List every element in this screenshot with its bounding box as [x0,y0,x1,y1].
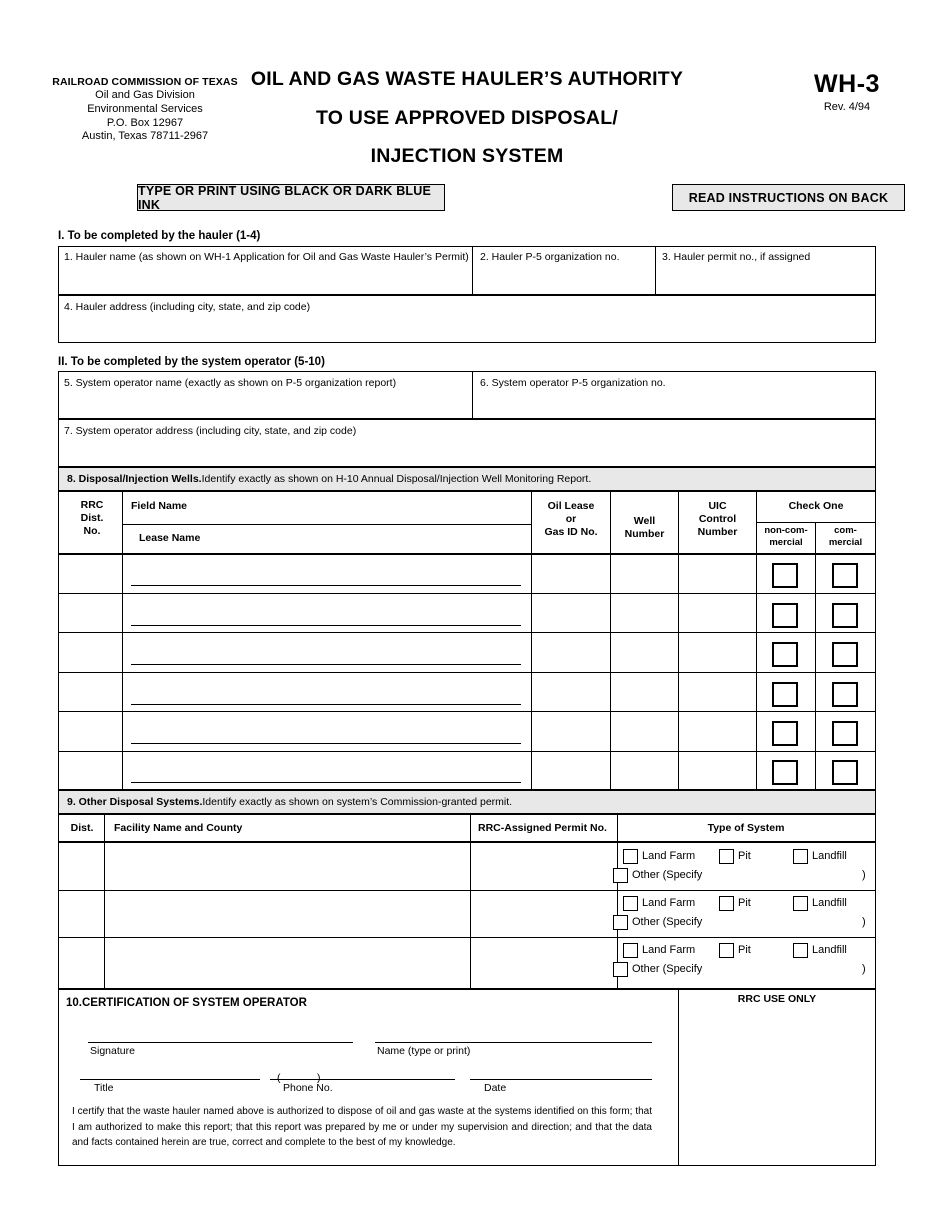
checkbox-land-farm-row-3[interactable] [623,943,638,958]
print-instruction-bar: TYPE OR PRINT USING BLACK OR DARK BLUE INK [137,184,445,211]
divider [678,989,679,1166]
form-revision: Rev. 4/94 [823,101,871,113]
phone-input[interactable] [270,1062,455,1078]
checkbox-commercial-row-2[interactable] [832,603,858,628]
section-10-heading: 10.CERTIFICATION OF SYSTEM OPERATOR [66,997,307,1009]
col-type-of-system: Type of System [707,822,785,834]
read-instructions-bar: READ INSTRUCTIONS ON BACK [672,184,905,211]
checkbox-commercial-row-4[interactable] [832,682,858,707]
title-input[interactable] [80,1058,260,1078]
checkbox-pit-row-3[interactable] [719,943,734,958]
checkbox-non-commercial-row-3[interactable] [772,642,798,667]
field-5-input[interactable] [59,390,471,418]
field-2-label: 2. Hauler P-5 organization no. [480,251,620,263]
section-9-heading-bold: 9. Other Disposal Systems. [67,796,203,808]
field-5-label: 5. System operator name (exactly as shown on P-5 organization report) [64,377,397,389]
field-4-label: 4. Hauler address (including city, state, and zip code) [64,301,311,313]
label-other-row-3: Other (Specify [632,963,703,975]
col-field-name: Field Name [131,500,188,512]
label-land-farm-row-3: Land Farm [642,944,696,956]
title-rule [80,1079,260,1080]
certification-text: I certify that the waste hauler named above is authorized to dispose of oil and gas waste at the systems identified on this form; that I am authorized to make this report; that this report was prepared by me or under my supervision and direction; and that the data and facts contained herein are true, correct and complete to the best of my knowledge. [72,1106,652,1148]
checkbox-land-farm-row-1[interactable] [623,849,638,864]
name-rule [375,1042,652,1043]
checkbox-non-commercial-row-4[interactable] [772,682,798,707]
checkbox-non-commercial-row-6[interactable] [772,760,798,785]
rrc-use-only-label: RRC USE ONLY [737,993,817,1005]
form-title-line-2: TO USE APPROVED DISPOSAL/ [316,106,618,129]
section-9-heading [58,790,876,814]
col-dist: Dist. [70,822,94,834]
form-title-line-1: OIL AND GAS WASTE HAULER’S AUTHORITY [250,68,684,90]
row-divider [58,593,876,594]
lease-name-rule [131,704,521,705]
label-other-close-row-3: ) [862,963,866,975]
row-divider [58,711,876,712]
checkbox-other-row-2[interactable] [613,915,628,930]
col-rrc-dist-no: RRC Dist. No. [80,499,104,538]
label-other-row-2: Other (Specify [632,916,703,928]
signature-rule [88,1042,353,1043]
label-pit-row-2: Pit [738,897,751,909]
field-1-input[interactable] [59,247,471,294]
col-oil-lease-gas-id: Oil Lease or Gas ID No. [544,500,598,539]
checkbox-commercial-row-6[interactable] [832,760,858,785]
form-title-line-3: INJECTION SYSTEM [370,145,564,167]
col-facility-name-county: Facility Name and County [114,822,243,834]
agency-block [45,76,245,144]
agency-department: Environmental Services [87,102,203,115]
row-divider [58,672,876,673]
field-2-input[interactable] [473,247,654,294]
row-divider [58,937,876,938]
col-lease-name: Lease Name [139,532,201,544]
checkbox-commercial-row-3[interactable] [832,642,858,667]
col-rrc-permit-no: RRC-Assigned Permit No. [478,822,607,834]
section-9-heading-rest: Identify exactly as shown on system’s Commission-granted permit. [202,796,513,808]
lease-name-rule [131,625,521,626]
checkbox-landfill-row-3[interactable] [793,943,808,958]
rrc-use-only-area[interactable] [680,1009,874,1164]
name-input[interactable] [375,1020,652,1041]
row-divider [58,890,876,891]
field-7-input[interactable] [59,438,875,466]
divider [756,522,876,523]
section-9-table-body [58,842,876,989]
title-label: Title [94,1082,114,1094]
agency-division: Oil and Gas Division [95,89,195,102]
section-1-heading: I. To be completed by the hauler (1-4) [58,230,261,242]
section-8-heading [58,467,876,491]
date-input[interactable] [470,1058,652,1078]
lease-name-rule [131,782,521,783]
name-label: Name (type or print) [377,1045,471,1057]
phone-paren-open: ( [277,1072,281,1084]
signature-input[interactable] [88,1020,353,1041]
label-land-farm-row-2: Land Farm [642,897,696,909]
lease-name-rule [131,585,521,586]
phone-paren-close: ) [317,1072,321,1084]
phone-rule [270,1079,455,1080]
checkbox-pit-row-1[interactable] [719,849,734,864]
agency-po-box: P.O. Box 12967 [106,116,184,129]
section-2-heading: II. To be completed by the system operator (5-10) [58,356,325,368]
col-well-number: Well Number [624,515,665,541]
form-number-block [792,70,902,113]
row-divider [58,632,876,633]
label-other-close-row-2: ) [862,916,866,928]
checkbox-non-commercial-row-5[interactable] [772,721,798,746]
col-check-one: Check One [788,500,844,512]
label-other-close-row-1: ) [862,869,866,881]
divider [122,524,531,525]
field-1-label: 1. Hauler name (as shown on WH-1 Application for Oil and Gas Waste Hauler’s Permit) [64,251,469,263]
label-pit-row-1: Pit [738,850,751,862]
col-non-commercial: non-com- mercial [764,525,808,548]
lease-name-rule [131,664,521,665]
agency-city-state-zip: Austin, Texas 78711-2967 [81,130,209,143]
checkbox-landfill-row-2[interactable] [793,896,808,911]
phone-label: Phone No. [283,1082,333,1094]
lease-name-rule [131,743,521,744]
label-pit-row-3: Pit [738,944,751,956]
field-4-input[interactable] [59,314,875,342]
label-landfill-row-3: Landfill [812,944,847,956]
label-landfill-row-2: Landfill [812,897,847,909]
checkbox-commercial-row-5[interactable] [832,721,858,746]
checkbox-land-farm-row-2[interactable] [623,896,638,911]
section-8-heading-rest: Identify exactly as shown on H-10 Annual Disposal/Injection Well Monitoring Report. [201,473,592,485]
form-number: WH-3 [814,70,880,98]
label-landfill-row-1: Landfill [812,850,847,862]
date-label: Date [484,1082,507,1094]
checkbox-landfill-row-1[interactable] [793,849,808,864]
col-commercial: com- mercial [828,525,863,548]
label-other-row-1: Other (Specify [632,869,703,881]
agency-name: RAILROAD COMMISSION OF TEXAS [52,76,238,88]
label-land-farm-row-1: Land Farm [642,850,696,862]
section-8-heading-bold: 8. Disposal/Injection Wells. [67,473,202,485]
field-3-input[interactable] [656,247,875,294]
checkbox-other-row-1[interactable] [613,868,628,883]
signature-label: Signature [90,1045,135,1057]
field-3-label: 3. Hauler permit no., if assigned [662,251,811,263]
checkbox-non-commercial-row-1[interactable] [772,563,798,588]
row-divider [58,751,876,752]
checkbox-commercial-row-1[interactable] [832,563,858,588]
col-uic-control-number: UIC Control Number [697,500,738,539]
checkbox-other-row-3[interactable] [613,962,628,977]
checkbox-non-commercial-row-2[interactable] [772,603,798,628]
field-7-label: 7. System operator address (including city, state, and zip code) [64,425,357,437]
field-6-label: 6. System operator P-5 organization no. [480,377,666,389]
checkbox-pit-row-2[interactable] [719,896,734,911]
field-6-input[interactable] [473,390,875,418]
form-header [0,62,950,182]
date-rule [470,1079,652,1080]
form-title [242,70,692,186]
